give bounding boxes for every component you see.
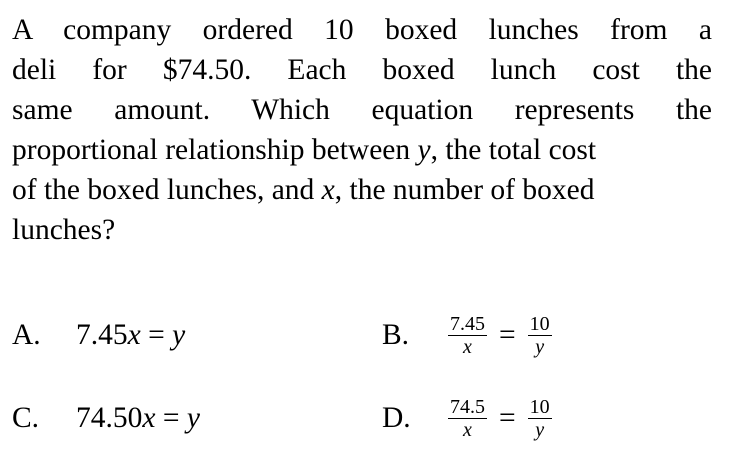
- choice-c-letter: C.: [12, 401, 40, 434]
- question-line-3: same amount. Which equation represents the: [12, 94, 712, 126]
- choice-d-denominator-left: x: [463, 418, 472, 441]
- choice-d-fraction-left: [448, 396, 487, 441]
- choice-b-denominator-right: y: [535, 335, 545, 358]
- choice-b-denominator-left: x: [463, 335, 472, 358]
- question-line-5-tail: , the number of boxed: [334, 174, 595, 206]
- choice-c-rhs: y: [186, 401, 200, 434]
- choice-c-equals: =: [155, 401, 187, 434]
- choice-a-rhs: y: [172, 318, 186, 351]
- choice-c-equation: [76, 402, 200, 435]
- choice-d-equals: =: [499, 401, 516, 434]
- choice-d-denominator-right: y: [535, 418, 545, 441]
- choice-a-letter: A.: [12, 318, 41, 351]
- choice-b-numerator-right: 10: [529, 312, 550, 335]
- choice-c[interactable]: [12, 388, 200, 448]
- choice-d-letter: D.: [382, 401, 411, 434]
- choice-b[interactable]: [382, 305, 552, 365]
- question-line-5: [12, 170, 728, 210]
- choice-b-equals: =: [499, 318, 516, 351]
- choice-b-fraction-left: [448, 313, 487, 358]
- choice-a-equals: =: [140, 318, 173, 351]
- choice-b-numerator-left: 7.45: [450, 312, 485, 335]
- question-line-4: [12, 130, 728, 170]
- question-line-4-text: proportional relationship between: [12, 134, 411, 166]
- choice-c-coef: 74.50: [76, 401, 143, 434]
- variable-x: x: [321, 174, 335, 206]
- question-text: [12, 10, 728, 250]
- choice-a-equation: [76, 319, 185, 352]
- choice-b-letter: B.: [382, 318, 410, 351]
- choice-a-coef: 7.45: [76, 318, 128, 351]
- question-line-6: lunches?: [12, 214, 116, 246]
- question-line-1: A company ordered 10 boxed lunches from a: [12, 14, 712, 46]
- choice-d-fraction-right: [528, 396, 552, 441]
- choice-a-var: x: [127, 318, 141, 351]
- variable-y: y: [417, 134, 431, 166]
- choice-d-numerator-right: 10: [529, 395, 550, 418]
- question-line-2: deli for $74.50. Each boxed lunch cost the: [12, 54, 712, 86]
- choice-c-var: x: [142, 401, 156, 434]
- question-line-5-text: of the boxed lunches, and: [12, 174, 315, 206]
- choice-a[interactable]: [12, 305, 185, 365]
- question-line-4-tail: , the total cost: [430, 134, 597, 166]
- choice-d[interactable]: [382, 388, 552, 448]
- choice-b-fraction-right: [528, 313, 552, 358]
- choice-d-numerator-left: 74.5: [450, 395, 485, 418]
